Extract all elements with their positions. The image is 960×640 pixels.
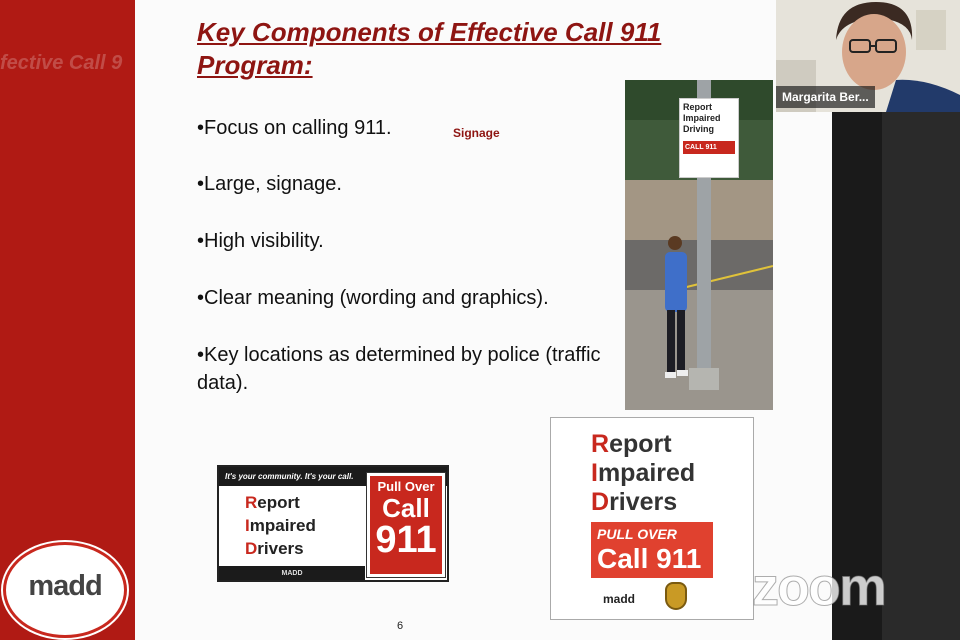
participant-video-tile[interactable] xyxy=(776,0,960,112)
billboard-line: rivers xyxy=(257,539,304,558)
bullet-item: •Clear meaning (wording and graphics). xyxy=(197,287,549,309)
initial-letter: R xyxy=(245,493,258,512)
photo-sign-line: Driving xyxy=(683,124,715,134)
bullet-text: High visibility. xyxy=(204,230,324,252)
billboard-line: eport xyxy=(257,493,300,512)
square-sign-call-911: Call 911 xyxy=(597,543,702,574)
square-sign-pull-over: PULL OVER xyxy=(597,526,677,542)
signage-note: Signage xyxy=(453,126,500,140)
bullet-item: •Large, signage. xyxy=(197,173,342,195)
slide-title: Key Components of Effective Call 911 Program: xyxy=(197,17,662,80)
initial-letter: I xyxy=(245,516,250,535)
billboard-line: mpaired xyxy=(249,516,316,535)
slide-page-number: 6 xyxy=(397,620,404,632)
madd-logo-text: madd xyxy=(28,570,102,602)
zoom-watermark: zoom xyxy=(752,557,885,617)
bullet-item: •Focus on calling 911. xyxy=(197,117,392,139)
initial-letter: R xyxy=(591,430,610,458)
photo-sign-call: CALL 911 xyxy=(683,141,735,154)
initial-letter: I xyxy=(591,459,598,487)
bullet-text: Clear meaning (wording and graphics). xyxy=(204,287,549,309)
bullet-text: Large, signage. xyxy=(204,173,342,195)
billboard-call-sign xyxy=(367,473,445,577)
square-sign-line: eport xyxy=(609,430,672,458)
billboard-911: 911 xyxy=(375,519,437,561)
photo-sign-line: Impaired xyxy=(683,113,721,123)
initial-letter: D xyxy=(245,539,258,558)
bullet-item: •High visibility. xyxy=(197,230,324,252)
billboard-call: Call xyxy=(382,493,430,523)
madd-logo xyxy=(3,542,127,638)
initial-letter: D xyxy=(591,488,610,516)
bullet-text: Focus on calling 911. xyxy=(204,117,392,139)
shared-slide xyxy=(135,0,832,640)
square-sign-line: mpaired xyxy=(597,459,696,487)
ghost-text: fective Call 9 xyxy=(0,52,123,74)
police-crest-icon xyxy=(665,582,687,610)
bullet-item: •Key locations as determined by police (traffic data). xyxy=(197,344,601,394)
billboard-image xyxy=(217,465,449,582)
square-sign-image xyxy=(550,417,754,620)
billboard-tagline: It's your community. It's your call. xyxy=(219,467,447,486)
square-sign-call-box xyxy=(591,522,713,578)
photo-road-sign xyxy=(679,98,739,178)
square-sign-madd-logo: madd xyxy=(603,592,636,606)
square-sign-line: rivers xyxy=(609,488,678,516)
square-sign-text xyxy=(591,430,695,517)
video-gallery-stripe xyxy=(882,112,960,640)
billboard-pull-over: Pull Over xyxy=(377,479,435,494)
billboard-text xyxy=(245,491,316,560)
photo-sign-line: Report xyxy=(683,102,712,112)
billboard-footer: MADD xyxy=(219,566,365,582)
bullet-text: Key locations as determined by police (traffic data). xyxy=(197,344,601,394)
sign-photo xyxy=(625,80,773,410)
participant-name-label: Margarita Ber... xyxy=(776,86,875,108)
